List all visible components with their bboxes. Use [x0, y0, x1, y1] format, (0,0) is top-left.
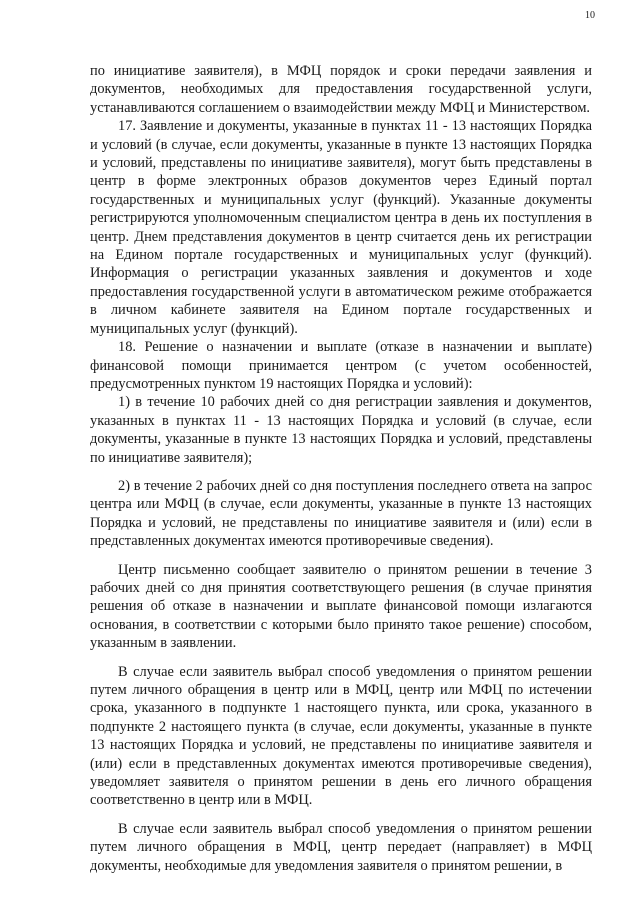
- paragraph-item-17: 17. Заявление и документы, указанные в пунктах 11 - 13 настоящих Порядка и условий (в случае, если документы, указанные в пункте 13 настоящих Порядка и условий, представлены по инициативе заявителя), могут быть представлены в центр в форме электронных образов документов через Единый портал государственных и муниципальных услуг (функций). Указанные документы регистрируются уполномоченным специалистом центра в день их поступления в центр. Днем представления документов в центр считается день их регистрации на Едином портале государственных и муниципальных услуг (функций). Информация о регистрации указанных заявления и документов и ходе предоставления государственной услуги в автоматическом режиме отображается в личном кабинете заявителя на Едином портале государственных и муниципальных услуг (функций).: [90, 118, 592, 337]
- paragraph-personal-visit: В случае если заявитель выбрал способ уведомления о принятом решении путем личного обращения в центр или в МФЦ, центр или МФЦ по истечении срока, указанного в подпункте 1 настоящего пункта, или срока, указанного в подпункте 2 настоящего пункта (в случае, если документы, указанные в пункте 13 настоящих Порядка и условий, не представлены по инициативе заявителя и (или) если в представленных документах имеются противоречивые сведения), уведомляет заявителя о принятом решении в день его личного обращения соответственно в центр или в МФЦ.: [90, 663, 592, 809]
- paragraph-mfc-transfer: В случае если заявитель выбрал способ уведомления о принятом решении путем личного обращения в МФЦ, центр передает (направляет) в МФЦ документы, необходимые для уведомления заявителя о принятом решении, в: [90, 820, 592, 874]
- paragraph-continuation: по инициативе заявителя), в МФЦ порядок и сроки передачи заявления и документов, необходимых для предоставления государственной услуги, устанавливаются соглашением о взаимодействии между МФЦ и Министерством.: [90, 63, 592, 116]
- paragraph-subitem-1: 1) в течение 10 рабочих дней со дня регистрации заявления и документов, указанных в пунктах 11 - 13 настоящих Порядка и условий (в случае, если документы, указанные в пункте 13 настоящих Порядка и условий, представлены по инициативе заявителя);: [90, 394, 592, 466]
- paragraph-subitem-2: 2) в течение 2 рабочих дней со дня поступления последнего ответа на запрос центра или МФЦ (в случае, если документы, указанные в пункте 13 настоящих Порядка и условий, не представлены по инициативе заявителя и (или) если в представленных документах имеются противоречивые сведения).: [90, 477, 592, 550]
- paragraph-notification: Центр письменно сообщает заявителю о принятом решении в течение 3 рабочих дней со дня принятия соответствующего решения (в случае принятия решения об отказе в назначении и выплате финансовой помощи излагаются основания, в соответствии с которыми было принято такое решение) способом, указанным в заявлении.: [90, 561, 592, 652]
- paragraph-item-18: 18. Решение о назначении и выплате (отказе в назначении и выплате) финансовой помощи принимается центром (с учетом особенностей, предусмотренных пунктом 19 настоящих Порядка и условий):: [90, 339, 592, 392]
- page-number: 10: [585, 10, 595, 21]
- document-body: [90, 62, 592, 875]
